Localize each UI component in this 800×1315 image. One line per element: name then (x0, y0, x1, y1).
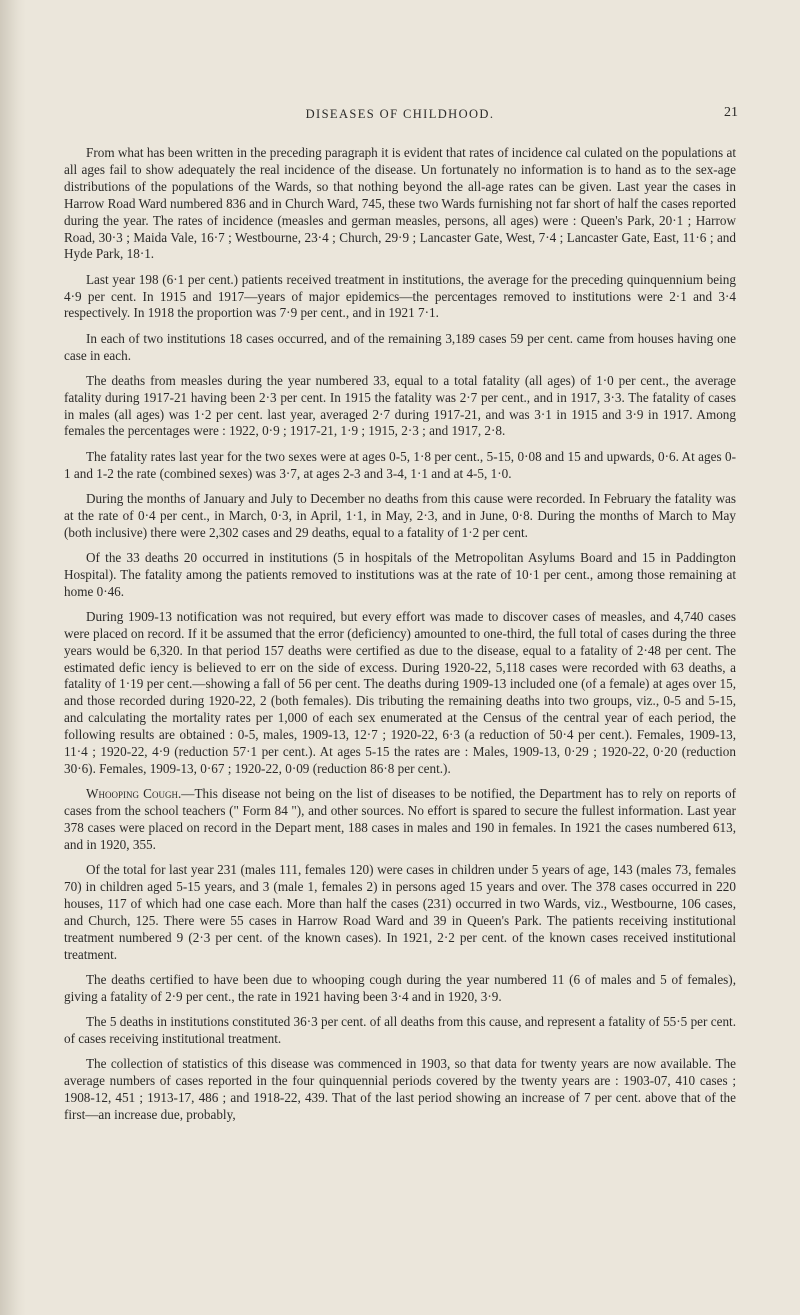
paragraph-fatality-by-age: The fatality rates last year for the two sexes were at ages 0-5, 1·8 per cent., 5-15, 0·08 and 15 and upwards, 0·6. At ages 0-1 and 1-2 the rate (combined sexes) was 3·7, at ages 2-3 and 3-4, 1·1 and at 4-5, 1·0. (64, 448, 736, 481)
paragraph-measles-deaths: The deaths from measles during the year numbered 33, equal to a total fatality (all ages) of 1·0 per cent., the average fatality during 1917-21 having been 2·3 per cent. In 1915 the fatality was 2·7 per cent., and in 1917, 3·3. The fatality of cases in males (all ages) was 1·2 per cent. last year, averaged 2·7 during 1917-21, and was 3·1 in 1915 and 3·9 in 1917. Among females the percentages were : 1922, 0·9 ; 1917-21, 1·9 ; 1915, 2·3 ; and 1917, 2·8. (64, 372, 736, 439)
paragraph-institution-deaths: Of the 33 deaths 20 occurred in institutions (5 in hospitals of the Metropolitan Asylums Board and 15 in Paddington Hospital). The fatality among the patients removed to institutions was at the rate of 10·1 per cent., among those remaining at home 0·46. (64, 549, 736, 599)
page-header (62, 107, 738, 127)
paragraph-institutional-treatment: Last year 198 (6·1 per cent.) patients received treatment in institutions, the average for the preceding quinquennium being 4·9 per cent. In 1915 and 1917—years of major epidemics—the percentages removed to institutions were 2·1 and 3·4 respectively. In 1918 the proportion was 7·9 per cent., and in 1921 7·1. (64, 271, 736, 321)
section-heading-whooping-cough: Whooping Cough. (86, 786, 182, 802)
page-binding-edge (0, 0, 26, 1315)
paragraph-whooping-cough-institutions: The 5 deaths in institutions constituted 36·3 per cent. of all deaths from this cause, and represent a fatality of 55·5 per cent. of cases receiving institutional treatment. (64, 1013, 736, 1046)
paragraph-whooping-cough (64, 786, 736, 854)
paragraph-monthly-fatality: During the months of January and July to December no deaths from this cause were recorded. In February the fatality was at the rate of 0·4 per cent., in March, 0·3, in April, 1·1, in May, 2·3, and in June, 0·8. During the months of March to May (both inclusive) there were 2,302 cases and 29 deaths, equal to a fatality of 1·2 per cent. (64, 490, 736, 540)
paragraph-notification-comparison: During 1909-13 notification was not required, but every effort was made to discover cases of measles, and 4,740 cases were placed on record. If it be assumed that the error (deficiency) amounted to one-third, the full total of cases during the three years would be 6,320. In that period 157 deaths were certified as due to the disease, equal to a fatality of 2·48 per cent. The estimated defic iency is believed to err on the side of excess. During 1920-22, 5,118 cases were recorded with 63 deaths, a fatality of 1·19 per cent.—showing a fall of 56 per cent. The deaths during 1909-13 included one (of a female) at ages over 15, and those recorded during 1920-22, 2 (both females). Dis tributing the remaining deaths into two groups, viz., 0-5 and 5-15, and calculating the mortality rates per 1,000 of each sex enumerated at the Census of the central year of each period, the following results are obtained : 0-5, males, 1909-13, 12·7 ; 1920-22, 6·3 (a reduction of 50·4 per cent.). Females, 1909-13, 11·4 ; 1920-22, 4·9 (reduction 57·1 per cent.). At ages 5-15 the rates are : Males, 1909-13, 0·29 ; 1920-22, 0·20 (reduction 30·6). Females, 1909-13, 0·67 ; 1920-22, 0·09 (reduction 86·8 per cent.). (64, 608, 736, 776)
page-number: 21 (724, 105, 738, 120)
paragraph-whooping-cough-statistics: The collection of statistics of this disease was commenced in 1903, so that data for twenty years are now available. The average numbers of cases reported in the four quinquennial periods covered by the twenty years are : 1903-07, 410 cases ; 1908-12, 451 ; 1913-17, 486 ; and 1918-22, 439. That of the last period showing an increase of 7 per cent. above that of the first—an increase due, probably, (64, 1056, 736, 1122)
paragraph-ward-incidence: From what has been written in the preceding paragraph it is evident that rates of incidence cal culated on the populations at all ages fail to show adequately the real incidence of the disease. Un fortunately no information is to hand as to the sex-age distributions of the populations of the Wards, so that nothing beyond the all-age rates can be given. Last year the cases in Harrow Road Ward numbered 836 and in Church Ward, 745, these two Wards furnishing not far short of half the cases reported during the year. The rates of incidence (measles and german measles, persons, all ages) were : Queen's Park, 20·1 ; Harrow Road, 30·3 ; Maida Vale, 16·7 ; Westbourne, 23·4 ; Church, 29·9 ; Lancaster Gate, West, 7·4 ; Lancaster Gate, East, 11·6 ; and Hyde Park, 18·1. (64, 145, 736, 262)
running-head: DISEASES OF CHILDHOOD. (305, 107, 495, 121)
body-text (64, 145, 736, 1132)
whooping-cough-text: —This disease not being on the list of diseases to be notified, the Department has to rely on reports of cases from the school teachers (" Form 84 "), and other sources. No effort is spared to secure the fullest information. Last year 378 cases were placed on record in the Depart ment, 188 cases in males and 190 in females. In 1921 the cases numbered 613, and in 1920, 355. (64, 786, 737, 852)
paragraph-whooping-cough-ages: Of the total for last year 231 (males 111, females 120) were cases in children under 5 years of age, 143 (males 73, females 70) in children aged 5-15 years, and 3 (male 1, females 2) in persons aged 15 years and over. The 378 cases occurred in 220 houses, 117 of which had one case each. More than half the cases (231) occurred in two Wards, viz., Westbourne, 106 cases, and Church, 125. There were 55 cases in Harrow Road Ward and 39 in Queen's Park. The patients receiving institutional treatment numbered 9 (2·3 per cent. of the known cases). In 1921, 2·2 per cent. of the known cases received institutional treatment. (64, 862, 736, 962)
paragraph-whooping-cough-deaths: The deaths certified to have been due to whooping cough during the year numbered 11 (6 of males and 5 of females), giving a fatality of 2·9 per cent., the rate in 1921 having been 3·4 and in 1920, 3·9. (64, 971, 736, 1004)
paragraph-institution-cases: In each of two institutions 18 cases occurred, and of the remaining 3,189 cases 59 per cent. came from houses having one case in each. (64, 330, 736, 363)
